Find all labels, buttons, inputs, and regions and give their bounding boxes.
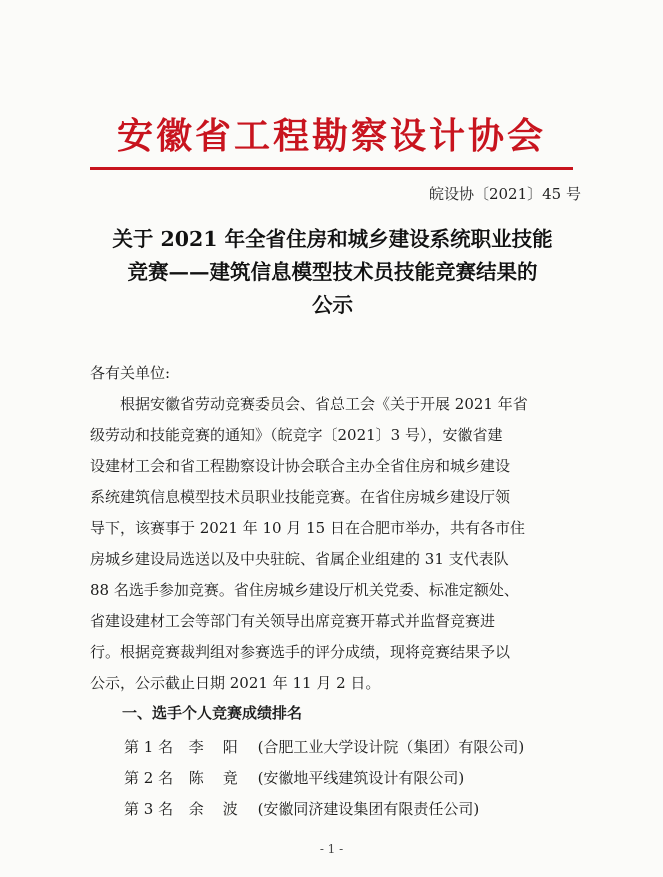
paragraph-line: 导下，该赛事于 2021 年 10 月 15 日在合肥市举办，共有各市住 [90,519,525,537]
rank-row [124,794,524,825]
paragraph-line: 88 名选手参加竞赛。省住房城乡建设厅机关党委、标准定额处、 [90,581,519,599]
page-number: - 1 - [319,842,344,856]
rank-label: 第 1 名 [124,738,174,756]
contestant-name: 陈 竟 [188,769,240,787]
paragraph-line: 公示，公示截止日期 2021 年 11 月 2 日。 [90,674,381,692]
title-line: 公示 [312,293,353,317]
paragraph-line: 系统建筑信息模型技术员职业技能竞赛。在省住房城乡建设厅领 [90,488,511,506]
organization-name: 安徽省工程勘察设计协会 [116,116,546,157]
paragraph-line: 行。根据竞赛裁判组对参赛选手的评分成绩，现将竞赛结果予以 [90,643,511,661]
contestant-name: 余 波 [188,800,240,818]
section-heading: 一、选手个人竞赛成绩排名 [122,704,303,722]
contestant-name: 李 阳 [188,738,240,756]
document-number: 皖设协〔2021〕45 号 [428,185,581,203]
paragraph-line: 设建材工会和省工程勘察设计协会联合主办全省住房和城乡建设 [90,457,511,475]
contestant-organization: (安徽地平线建筑设计有限公司) [257,769,465,787]
contestant-organization: (合肥工业大学设计院（集团）有限公司) [257,738,525,756]
paragraph-line: 根据安徽省劳动竞赛委员会、省总工会《关于开展 2021 年省 [90,395,528,413]
red-header-rule [90,167,573,170]
rank-row [124,732,524,763]
paragraph-line: 省建设建材工会等部门有关领导出席竞赛开幕式并监督竞赛进 [90,612,496,630]
title-line: 关于 2021 年全省住房和城乡建设系统职业技能 [112,227,553,251]
salutation: 各有关单位: [90,364,171,382]
rank-list [124,732,524,825]
contestant-organization: (安徽同济建设集团有限责任公司) [257,800,480,818]
paragraph-line: 房城乡建设局选送以及中央驻皖、省属企业组建的 31 支代表队 [90,550,509,568]
rank-label: 第 3 名 [124,800,174,818]
paragraph-line: 级劳动和技能竞赛的通知》（皖竞字〔2021〕3 号），安徽省建 [90,426,503,444]
title-line: 竞赛——建筑信息模型技术员技能竞赛结果的 [127,260,538,284]
body-paragraph [90,389,590,699]
rank-label: 第 2 名 [124,769,174,787]
document-title [80,223,585,322]
rank-row [124,763,524,794]
